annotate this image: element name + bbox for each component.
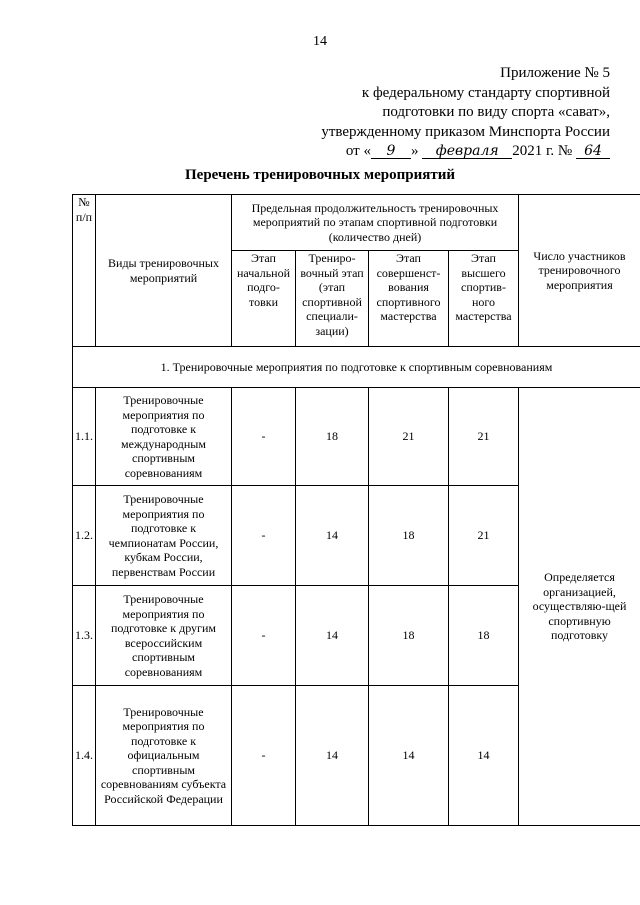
row-stage-highest: 21 — [449, 486, 519, 586]
row-number: 1.4. — [73, 686, 96, 826]
appendix-line: подготовки по виду спорта «сават», — [382, 104, 610, 120]
row-stage-highest: 21 — [449, 388, 519, 486]
header-stage-improvement: Этап совершенст-вования спортивного мастерства — [369, 251, 449, 347]
header-row — [73, 195, 640, 251]
header-duration-group: Предельная продолжительность тренировочных мероприятий по этапам спортивной подготовки (количество дней) — [232, 195, 519, 251]
row-stage-highest: 14 — [449, 686, 519, 826]
row-stage-initial: - — [232, 586, 296, 686]
document-title: Перечень тренировочных мероприятий — [185, 167, 455, 183]
appendix-date-line — [321, 142, 610, 162]
row-stage-highest: 18 — [449, 586, 519, 686]
row-stage-improvement: 14 — [369, 686, 449, 826]
appendix-line: к федеральному стандарту спортивной — [361, 84, 610, 101]
row-stage-training: 14 — [296, 486, 369, 586]
header-type: Виды тренировочных мероприятий — [96, 195, 232, 347]
date-year: 2021 г. № — [512, 143, 573, 159]
training-events-table — [72, 194, 640, 826]
appendix-block — [321, 64, 610, 162]
row-name: Тренировочные мероприятия по подготовке к другим всероссийским спортивным соревнованиям — [96, 586, 232, 686]
appendix-line: утвержденному приказом Минспорта России — [321, 123, 610, 140]
header-stage-initial: Этап начальной подго-товки — [232, 251, 296, 347]
page-number: 14 — [313, 34, 327, 49]
row-name: Тренировочные мероприятия по подготовке к чемпионатам России, кубкам России, первенствам России — [96, 486, 232, 586]
row-stage-training: 14 — [296, 586, 369, 686]
date-prefix: от « — [345, 143, 371, 159]
header-stage-highest: Этап высшего спортив-ного мастерства — [449, 251, 519, 347]
table-row — [73, 388, 640, 486]
date-mid: » — [410, 143, 419, 159]
header-num: № п/п — [73, 195, 96, 347]
handwritten-month: февраля — [422, 144, 512, 159]
participants-value: Определяется организацией, осуществляю-щей спортивную подготовку — [519, 388, 640, 826]
row-stage-initial: - — [232, 388, 296, 486]
row-number: 1.3. — [73, 586, 96, 686]
row-stage-training: 14 — [296, 686, 369, 826]
row-number: 1.1. — [73, 388, 96, 486]
row-stage-improvement: 18 — [369, 586, 449, 686]
section-title: 1. Тренировочные мероприятия по подготовке к спортивным соревнованиям — [73, 347, 640, 388]
row-stage-initial: - — [232, 686, 296, 826]
row-number: 1.2. — [73, 486, 96, 586]
handwritten-order-number: 64 — [576, 144, 610, 159]
row-stage-training: 18 — [296, 388, 369, 486]
header-participants: Число участников тренировочного мероприятия — [519, 195, 640, 347]
row-stage-improvement: 18 — [369, 486, 449, 586]
appendix-title: Приложение № 5 — [500, 65, 610, 81]
row-name: Тренировочные мероприятия по подготовке к официальным спортивным соревнованиям субъекта Российской Федерации — [96, 686, 232, 826]
handwritten-day: 9 — [371, 144, 411, 159]
section-row — [73, 347, 640, 388]
row-stage-initial: - — [232, 486, 296, 586]
row-name: Тренировочные мероприятия по подготовке к международным спортивным соревнованиям — [96, 388, 232, 486]
header-stage-training: Трениро-вочный этап (этап спортивной специали-зации) — [296, 251, 369, 347]
row-stage-improvement: 21 — [369, 388, 449, 486]
